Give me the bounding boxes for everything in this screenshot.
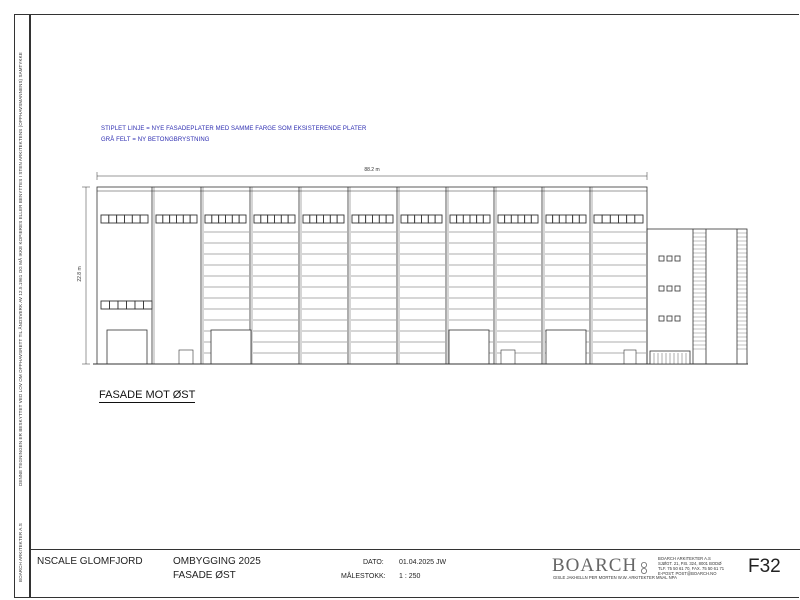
ribbon-window xyxy=(573,215,580,223)
annex-window xyxy=(675,316,680,321)
ribbon-window xyxy=(226,215,233,223)
ribbon-window xyxy=(553,215,560,223)
ribbon-window xyxy=(559,215,566,223)
width-dimension-label: 88.2 m xyxy=(364,167,380,173)
ribbon-window xyxy=(219,215,226,223)
ribbon-window xyxy=(288,215,295,223)
ribbon-window xyxy=(310,215,317,223)
small-door xyxy=(501,350,515,364)
ribbon-window xyxy=(254,215,261,223)
firm-line-4: E-POST: POST@BOARCH.NO xyxy=(658,571,717,576)
project-name: NSCALE GLOMFJORD xyxy=(37,556,143,567)
lower-window xyxy=(101,301,110,309)
side-copyright-text: DENNE TEGNINGEN ER BESKYTTET VED LOV OM OPPHAVSRETT TIL ÅNDSVERK AV 12.5.1961 OG MÅ IKKE KOPIERES ELLER BENYTTES I STEN ARKITEKTENS (OPPHAVSMANNENS) SAMTYKKE xyxy=(18,52,23,486)
ribbon-window xyxy=(477,215,484,223)
ribbon-window xyxy=(163,215,170,223)
small-door xyxy=(624,350,636,364)
ribbon-window xyxy=(498,215,505,223)
ribbon-window xyxy=(525,215,532,223)
ribbon-window xyxy=(303,215,310,223)
ribbon-window xyxy=(594,215,602,223)
ribbon-window xyxy=(619,215,627,223)
ribbon-window xyxy=(177,215,184,223)
ribbon-window xyxy=(205,215,212,223)
loading-door xyxy=(107,330,147,364)
date-value: 01.04.2025 JW xyxy=(399,559,447,566)
subject-line-2: FASADE ØST xyxy=(173,570,236,581)
annex-window xyxy=(667,256,672,261)
firm-line-1: BOARCH ARKITEKTER A.S xyxy=(658,556,711,561)
lower-window xyxy=(127,301,136,309)
lower-window xyxy=(135,301,144,309)
ribbon-window xyxy=(635,215,643,223)
ribbon-window xyxy=(546,215,553,223)
ribbon-window xyxy=(470,215,477,223)
ribbon-window xyxy=(518,215,525,223)
ribbon-window xyxy=(352,215,359,223)
architects-line: GISLE JAKHELLN PER MORTEN W.W. ARKITEKTER MNAL NPA xyxy=(553,575,677,580)
ribbon-window xyxy=(422,215,429,223)
ribbon-window xyxy=(330,215,337,223)
scale-label: MÅLESTOKK: xyxy=(341,573,386,580)
ribbon-window xyxy=(373,215,380,223)
ribbon-window xyxy=(156,215,163,223)
annex-window xyxy=(667,286,672,291)
ribbon-window xyxy=(610,215,618,223)
ribbon-window xyxy=(505,215,512,223)
lower-window xyxy=(144,301,153,309)
ribbon-window xyxy=(602,215,610,223)
annex-window xyxy=(659,316,664,321)
ribbon-window xyxy=(324,215,331,223)
ribbon-window xyxy=(457,215,464,223)
lower-window xyxy=(118,301,127,309)
ribbon-window xyxy=(379,215,386,223)
ribbon-window xyxy=(183,215,190,223)
ribbon-window xyxy=(483,215,490,223)
ribbon-window xyxy=(627,215,635,223)
ribbon-window xyxy=(170,215,177,223)
annex-window xyxy=(675,256,680,261)
logo-circles-icon xyxy=(638,561,650,575)
ribbon-window xyxy=(337,215,344,223)
ribbon-window xyxy=(566,215,573,223)
note-grey-field: GRÅ FELT = NY BETONGBRYSTNING xyxy=(101,137,210,143)
ribbon-window xyxy=(117,215,125,223)
ribbon-window xyxy=(140,215,148,223)
ribbon-window xyxy=(359,215,366,223)
scale-value: 1 : 250 xyxy=(399,573,421,580)
ribbon-window xyxy=(281,215,288,223)
loading-door xyxy=(546,330,586,364)
firm-line-2: SJØGT. 21, P.B. 324, 8001 BODØ xyxy=(658,561,722,566)
ribbon-window xyxy=(101,215,109,223)
lower-window xyxy=(110,301,119,309)
ribbon-window xyxy=(275,215,282,223)
ribbon-window xyxy=(239,215,246,223)
date-label: DATO: xyxy=(363,559,384,566)
ribbon-window xyxy=(317,215,324,223)
ribbon-window xyxy=(415,215,422,223)
annex-window xyxy=(667,316,672,321)
small-door xyxy=(179,350,193,364)
ribbon-window xyxy=(579,215,586,223)
ribbon-window xyxy=(261,215,268,223)
loading-door xyxy=(211,330,251,364)
subject-line-1: OMBYGGING 2025 xyxy=(173,556,261,567)
ribbon-window xyxy=(435,215,442,223)
ribbon-window xyxy=(212,215,219,223)
ribbon-window xyxy=(401,215,408,223)
ribbon-window xyxy=(511,215,518,223)
ribbon-window xyxy=(190,215,197,223)
annex-window xyxy=(659,286,664,291)
boarch-logo: BOARCH xyxy=(552,555,638,576)
ribbon-window xyxy=(366,215,373,223)
ribbon-window xyxy=(450,215,457,223)
annex-outline xyxy=(647,229,747,364)
side-firm-text: BOARCH ARKITEKTER A.S xyxy=(18,523,23,582)
ribbon-window xyxy=(386,215,393,223)
note-dashed-line: STIPLET LINJE = NYE FASADEPLATER MED SAMME FARGE SOM EKSISTERENDE PLATER xyxy=(101,126,367,132)
ribbon-window xyxy=(125,215,133,223)
firm-line-3: TLF. 75 50 61 70, FAX. 75 50 61 71 xyxy=(658,566,725,571)
ribbon-window xyxy=(428,215,435,223)
ribbon-window xyxy=(463,215,470,223)
drawing-caption: FASADE MOT ØST xyxy=(99,389,196,401)
loading-door xyxy=(449,330,489,364)
ribbon-window xyxy=(531,215,538,223)
ribbon-window xyxy=(232,215,239,223)
ribbon-window xyxy=(109,215,117,223)
height-dimension-label: 22.8 m xyxy=(77,266,83,282)
annex-window xyxy=(675,286,680,291)
ribbon-window xyxy=(408,215,415,223)
ribbon-window xyxy=(268,215,275,223)
sheet-number: F32 xyxy=(748,556,781,577)
ribbon-window xyxy=(132,215,140,223)
annex-window xyxy=(659,256,664,261)
